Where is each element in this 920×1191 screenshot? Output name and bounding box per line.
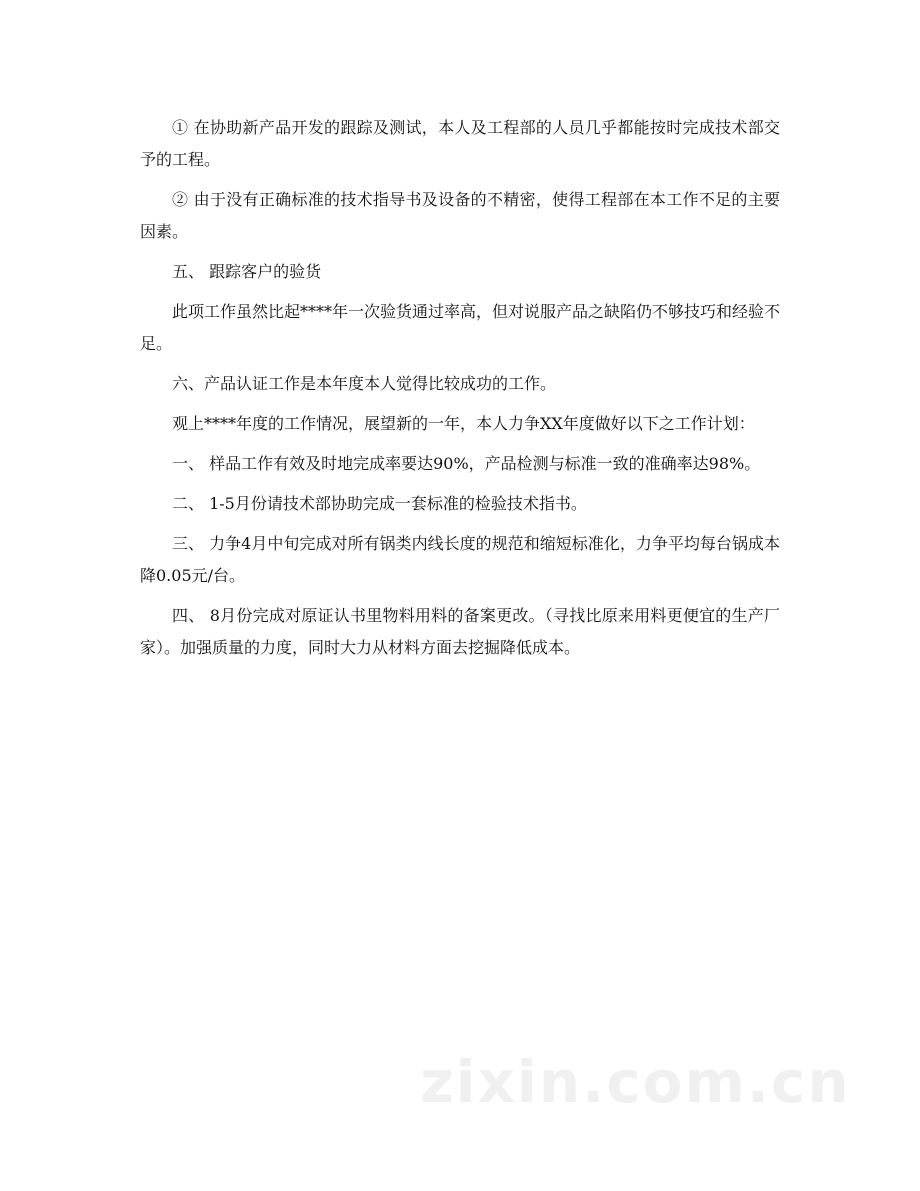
section-heading-5: 五、 跟踪客户的验货 [172, 262, 322, 281]
paragraph-4: 观上****年度的工作情况，展望新的一年，本人力争XX年度做好以下之工作计划： [172, 414, 755, 433]
watermark: zixin.com.cn [420, 1048, 851, 1116]
plan-item-4: 四、 8月份完成对原证认书里物料用料的备案更改。（寻找比原来用料更便宜的生产厂家）。加强质量的力度，同时大力从材料方面去挖掘降低成本。 [140, 606, 780, 657]
plan-item-2: 二、 1-5月份请技术部协助完成一套标准的检验技术指书。 [172, 494, 587, 513]
section-heading-6: 六、产品认证工作是本年度本人觉得比较成功的工作。 [172, 374, 557, 393]
paragraph-3: 此项工作虽然比起****年一次验货通过率高，但对说服产品之缺陷仍不够技巧和经验不足。 [140, 302, 781, 353]
plan-item-1: 一、 样品工作有效及时地完成率要达90%，产品检测与标准一致的准确率达98%。 [172, 454, 761, 473]
plan-item-3: 三、 力争4月中旬完成对所有锅类内线长度的规范和缩短标准化，力争平均每台锅成本降0.05元/台。 [140, 534, 780, 585]
paragraph-2: ② 由于没有正确标准的技术指导书及设备的不精密，使得工程部在本工作不足的主要因素。 [140, 190, 780, 241]
paragraph-1: ① 在协助新产品开发的跟踪及测试，本人及工程部的人员几乎都能按时完成技术部交予的工程。 [140, 118, 780, 169]
document-body [140, 112, 780, 672]
